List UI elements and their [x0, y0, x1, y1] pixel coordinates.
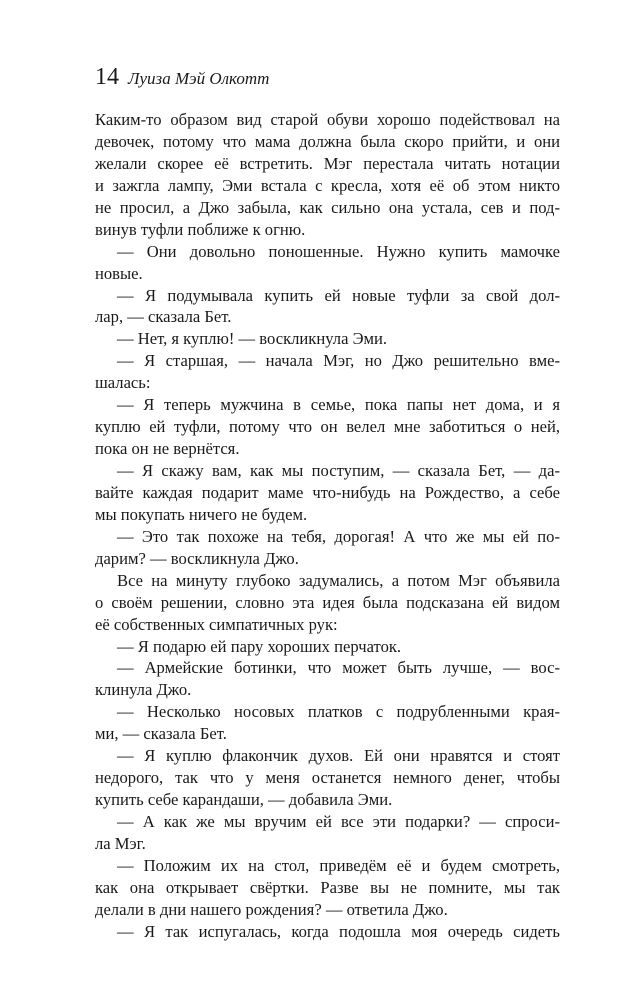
running-head: [95, 64, 269, 96]
text-line: как она открывает свёртки. Разве вы не помните, мы так: [95, 877, 560, 897]
text-line: ми, — сказала Бет.: [95, 724, 227, 744]
text-line: — Это так похоже на тебя, дорогая! А что же мы ей по-: [117, 526, 560, 546]
text-line: вайте каждая подарит маме что-нибудь на Рождество, а себе: [95, 482, 560, 502]
text-line: девочек, потому что мама должна была скоро прийти, и они: [95, 131, 560, 151]
text-line: — Положим их на стол, приведём её и будем смотреть,: [117, 855, 560, 875]
author-name: Луиза Мэй Олкотт: [128, 69, 270, 88]
text-line: Все на минуту глубоко задумались, а потом Мэг объявила: [117, 570, 560, 590]
text-line: — А как же мы вручим ей все эти подарки? — спроси-: [117, 812, 560, 831]
text-line: не просил, а Джо забыла, как сильно она устала, сев и под-: [95, 197, 560, 217]
text-line: и зажгла лампу, Эми встала с кресла, хотя её об этом никто: [95, 175, 560, 195]
text-line: мы покупать ничего не будем.: [95, 504, 308, 524]
text-line: — Я подарю ей пару хороших перчаток.: [117, 636, 402, 656]
text-line: — Я подумывала купить ей новые туфли за свой дол-: [117, 285, 560, 305]
text-line: недорого, так что у меня останется немного денег, чтобы: [95, 768, 560, 788]
text-line: — Я так испугалась, когда подошла моя очередь сидеть: [117, 921, 560, 941]
text-line: — Я теперь мужчина в семье, пока папы нет дома, и я: [117, 395, 560, 415]
text-line: — Они довольно поношенные. Нужно купить мамочке: [117, 241, 560, 261]
text-line: — Несколько носовых платков с подрубленными края-: [117, 702, 560, 722]
text-line: клинула Джо.: [95, 680, 192, 700]
text-line: дарим? — воскликнула Джо.: [95, 548, 299, 568]
page-number: 14: [95, 64, 119, 90]
text-line: о своём решении, словно эта идея была подсказана ей видом: [95, 592, 560, 612]
text-line: — Я куплю флакончик духов. Ей они нравятся и стоят: [117, 746, 560, 766]
text-line: лар, — сказала Бет.: [95, 307, 232, 327]
text-line: — Я старшая, — начала Мэг, но Джо решительно вме-: [117, 351, 560, 371]
text-line: — Армейские ботинки, что может быть лучше, — вос-: [117, 658, 560, 678]
text-line: новые.: [95, 263, 143, 283]
text-line: куплю ей туфли, потому что он велел мне заботиться о ней,: [95, 417, 560, 437]
text-line: — Я скажу вам, как мы поступим, — сказала Бет, — да-: [117, 461, 560, 480]
body-text: [95, 109, 560, 943]
text-line: пока он не вернётся.: [95, 439, 240, 459]
text-line: Каким-то образом вид старой обуви хорошо подействовал на: [95, 110, 560, 129]
text-line: делали в дни нашего рождения? — ответила Джо.: [95, 899, 448, 919]
text-line: желали скорее её встретить. Мэг перестала читать нотации: [95, 153, 560, 173]
text-line: её собственных симпатичных рук:: [95, 614, 338, 634]
text-line: — Нет, я куплю! — воскликнула Эми.: [117, 329, 388, 349]
text-line: ла Мэг.: [95, 833, 146, 853]
text-line: винув туфли поближе к огню.: [95, 219, 306, 239]
text-line: купить себе карандаши, — добавила Эми.: [95, 790, 393, 810]
text-line: шалась:: [95, 373, 151, 393]
